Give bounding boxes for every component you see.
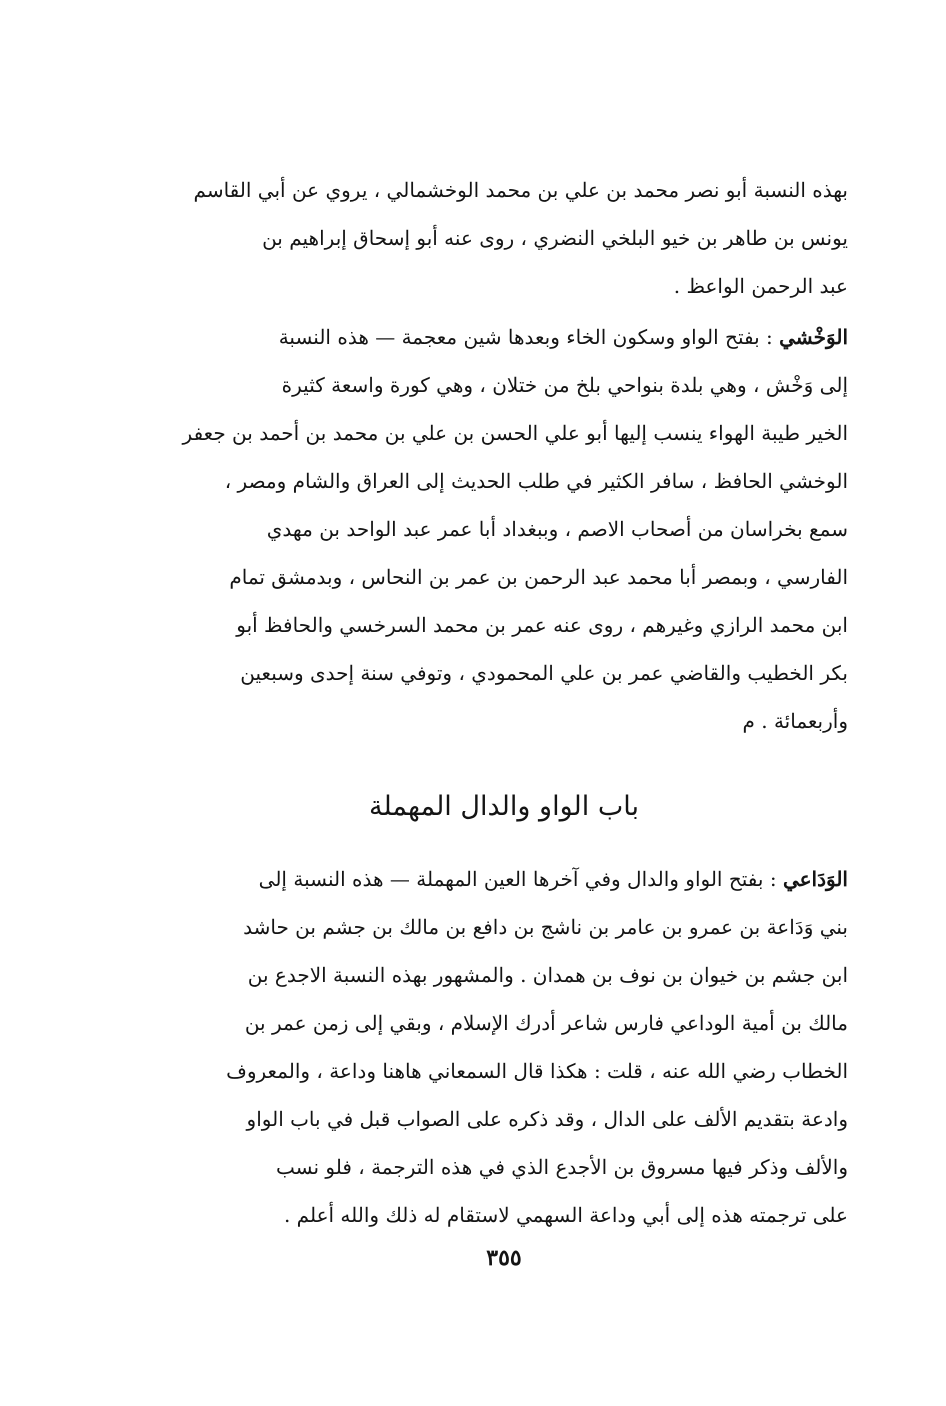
text-line: الخطاب رضي الله عنه ، قلت : هكذا قال السمعاني هاهنا وداعة ، والمعروف [226,1059,848,1083]
page-number: ٣٥٥ [486,1245,522,1271]
entry-first-line [160,855,848,903]
text-line: مالك بن أمية الوداعي فارس شاعر أدرك الإسلام ، وبقي إلى زمن عمر بن [244,1011,848,1035]
entry-first-line-text: : بفتح الواو وسكون الخاء وبعدها شين معجمة — هذه النسبة [278,325,780,349]
text-line: إلى وَخْش ، وهي بلدة بنواحي بلخ من ختلان ، وهي كورة واسعة كثيرة [281,373,848,397]
entry-headword: الوَخْشي [779,325,848,349]
entry-wakhshi-paragraph [160,313,848,745]
text-line: الخير طيبة الهواء ينسب إليها أبو علي الحسن بن علي بن محمد بن أحمد بن جعفر [182,421,848,445]
text-line: بني وَدَاعة بن عمرو بن عامر بن ناشج بن دافع بن مالك بن جشم بن حاشد [243,915,848,939]
continued-entry-paragraph [160,166,848,310]
text-line: الوخشي الحافظ ، سافر الكثير في طلب الحديث إلى العراق والشام ومصر ، [224,469,848,493]
text-line: ابن محمد الرازي وغيرهم ، روى عنه عمر بن محمد السرخسي والحافظ أبو [236,613,848,637]
text-line: الفارسي ، وبمصر أبا محمد عبد الرحمن بن عمر بن النحاس ، وبدمشق تمام [229,565,848,589]
text-line: يونس بن طاهر بن خيو البلخي النضري ، روى عنه أبو إسحاق إبراهيم بن [262,226,848,250]
section-heading: باب الواو والدال المهملة [369,791,639,822]
entry-first-line [160,313,848,361]
text-line: وأربعمائة . م [742,709,848,733]
text-line: والألف وذكر فيها مسروق بن الأجدع الذي في هذه الترجمة ، فلو نسب [276,1155,848,1179]
entry-wadai-paragraph [160,855,848,1239]
text-line: وادعة بتقديم الألف على الدال ، وقد ذكره على الصواب قبل في باب الواو [246,1107,848,1131]
text-line: على ترجمته هذه إلى أبي وداعة السهمي لاستقام له ذلك والله أعلم . [283,1203,848,1227]
entry-first-line-text: : بفتح الواو والدال وفي آخرها العين المهملة — هذه النسبة إلى [258,867,783,891]
text-line: بهذه النسبة أبو نصر محمد بن علي بن محمد الوخشمالي ، يروي عن أبي القاسم [193,178,848,202]
text-line: عبد الرحمن الواعظ . [673,274,848,298]
text-line: بكر الخطيب والقاضي عمر بن علي المحمودي ، وتوفي سنة إحدى وسبعين [240,661,848,685]
text-line: سمع بخراسان من أصحاب الاصم ، وببغداد أبا عمر عبد الواحد بن مهدي [266,517,848,541]
entry-headword: الوَدَاعي [782,867,848,891]
text-line: ابن جشم بن خيوان بن نوف بن همدان . والمشهور بهذه النسبة الاجدع بن [247,963,848,987]
